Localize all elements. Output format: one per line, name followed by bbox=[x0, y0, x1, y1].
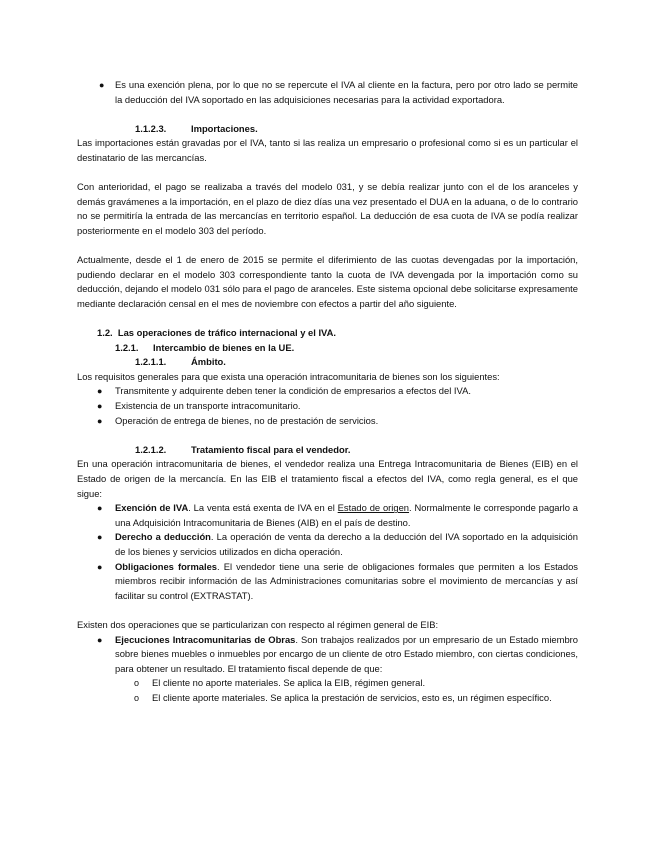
heading-1-2-1: 1.2.1. Intercambio de bienes en la UE. bbox=[115, 341, 295, 353]
list-item: ● Transmitente y adquirente deben tener la condición de empresarios a efectos del IVA. bbox=[77, 384, 578, 399]
paragraph-importaciones-3: Actualmente, desde el 1 de enero de 2015 se permite el diferimiento de las cuotas devengadas por la importación, pudiendo declarar en el modelo 303 correspondiente tanto la cuota de IVA devengada por la importación como su deducción, dejando el modelo 031 sólo para el pago de aranceles. Este sistema opcional debe solicitarse expresamente mediante declaración censal en el mes de noviembre con efectos a partir del año siguiente. bbox=[77, 254, 578, 309]
bullet-icon: ● bbox=[97, 386, 103, 397]
bullet-text: Es una exención plena, por lo que no se repercute el IVA al cliente en la factura, pero por otro lado se permite la deducción del IVA soportado en las adquisiciones necesarias para la actividad exportadora. bbox=[115, 79, 578, 105]
document-body bbox=[77, 78, 578, 706]
heading-tratamiento-fiscal: 1.2.1.2. Tratamiento fiscal para el vendedor. bbox=[135, 443, 351, 455]
bullet-icon: ● bbox=[97, 503, 103, 514]
paragraph-importaciones-2: Con anterioridad, el pago se realizaba a través del modelo 031, y se debía realizar junto con el de los aranceles y demás gravámenes a la importación, en el plazo de diez días una vez presentado el DUA en la aduana, o de lo contrario no se permitiría la entrada de las mercancías en territorio español. La deducción de esa cuota de IVA se podía realizar posteriormente en el modelo 303 del período. bbox=[77, 181, 578, 236]
bullet-icon: ● bbox=[97, 415, 103, 426]
bullet-icon: ● bbox=[99, 80, 105, 90]
bullet-icon: ● bbox=[97, 634, 103, 645]
sub-list-item: o El cliente aporte materiales. Se aplica la prestación de servicios, esto es, un régimen específico. bbox=[77, 691, 578, 706]
list-item-exencion: ● Exención de IVA. La venta está exenta de IVA en el Estado de origen. Normalmente le corresponde pagarlo a una Adquisición Intracomunitaria de Bienes (AIB) en el país de destino. bbox=[97, 502, 578, 528]
circle-bullet-icon: o bbox=[134, 678, 140, 689]
heading-1-2: 1.2. Las operaciones de tráfico internacional y el IVA. bbox=[97, 327, 336, 339]
bullet-item-exencion bbox=[77, 78, 578, 107]
list-item: ● Operación de entrega de bienes, no de prestación de servicios. bbox=[77, 414, 578, 429]
sub-list-item: o El cliente no aporte materiales. Se aplica la EIB, régimen general. bbox=[77, 676, 578, 691]
circle-bullet-icon: o bbox=[134, 692, 140, 703]
paragraph-vendedor: En una operación intracomunitaria de bienes, el vendedor realiza una Entrega Intracomunitaria de Bienes (EIB) en el Estado de origen de la mercancía. En las EIB el tratamiento fiscal a efectos del IVA, como regla general, es el que sigue: bbox=[77, 458, 578, 499]
list-item-obras: ● Ejecuciones Intracomunitarias de Obras. Son trabajos realizados por un empresario de un Estado miembro sobre bienes muebles o inmuebles por encargo de un cliente de otro Estado miembro, con ciertas condiciones, para obtener un resultado. El tratamiento fiscal depende de que: bbox=[97, 633, 578, 674]
heading-importaciones: 1.1.2.3. Importaciones. bbox=[135, 122, 258, 134]
paragraph-existen: Existen dos operaciones que se particularizan con respecto al régimen general de EIB: bbox=[77, 618, 439, 630]
bullet-icon: ● bbox=[97, 532, 103, 543]
heading-ambito: 1.2.1.1. Ámbito. bbox=[135, 356, 226, 368]
estado-origen-link[interactable]: Estado de origen bbox=[337, 502, 410, 514]
bullet-icon: ● bbox=[97, 401, 103, 412]
paragraph-ambito: Los requisitos generales para que exista una operación intracomunitaria de bienes son los siguientes: bbox=[77, 370, 500, 382]
bullet-icon: ● bbox=[97, 561, 103, 572]
paragraph-importaciones-1: Las importaciones están gravadas por el IVA, tanto si las realiza un empresario o profesional como si es un particular el destinatario de las mercancías. bbox=[77, 137, 578, 163]
list-item: ● Existencia de un transporte intracomunitario. bbox=[77, 399, 578, 414]
list-item-deduccion: ● Derecho a deducción. La operación de venta da derecho a la deducción del IVA soportado en la adquisición de los bienes y servicios utilizados en dicha operación. bbox=[97, 531, 578, 557]
list-item-obligaciones: ● Obligaciones formales. El vendedor tiene una serie de obligaciones formales que permiten a los Estados miembros recibir información de las Administraciones comunitarias sobre el movimiento de mercancías y así facilitar su control (EXTRASTAT). bbox=[97, 560, 578, 601]
